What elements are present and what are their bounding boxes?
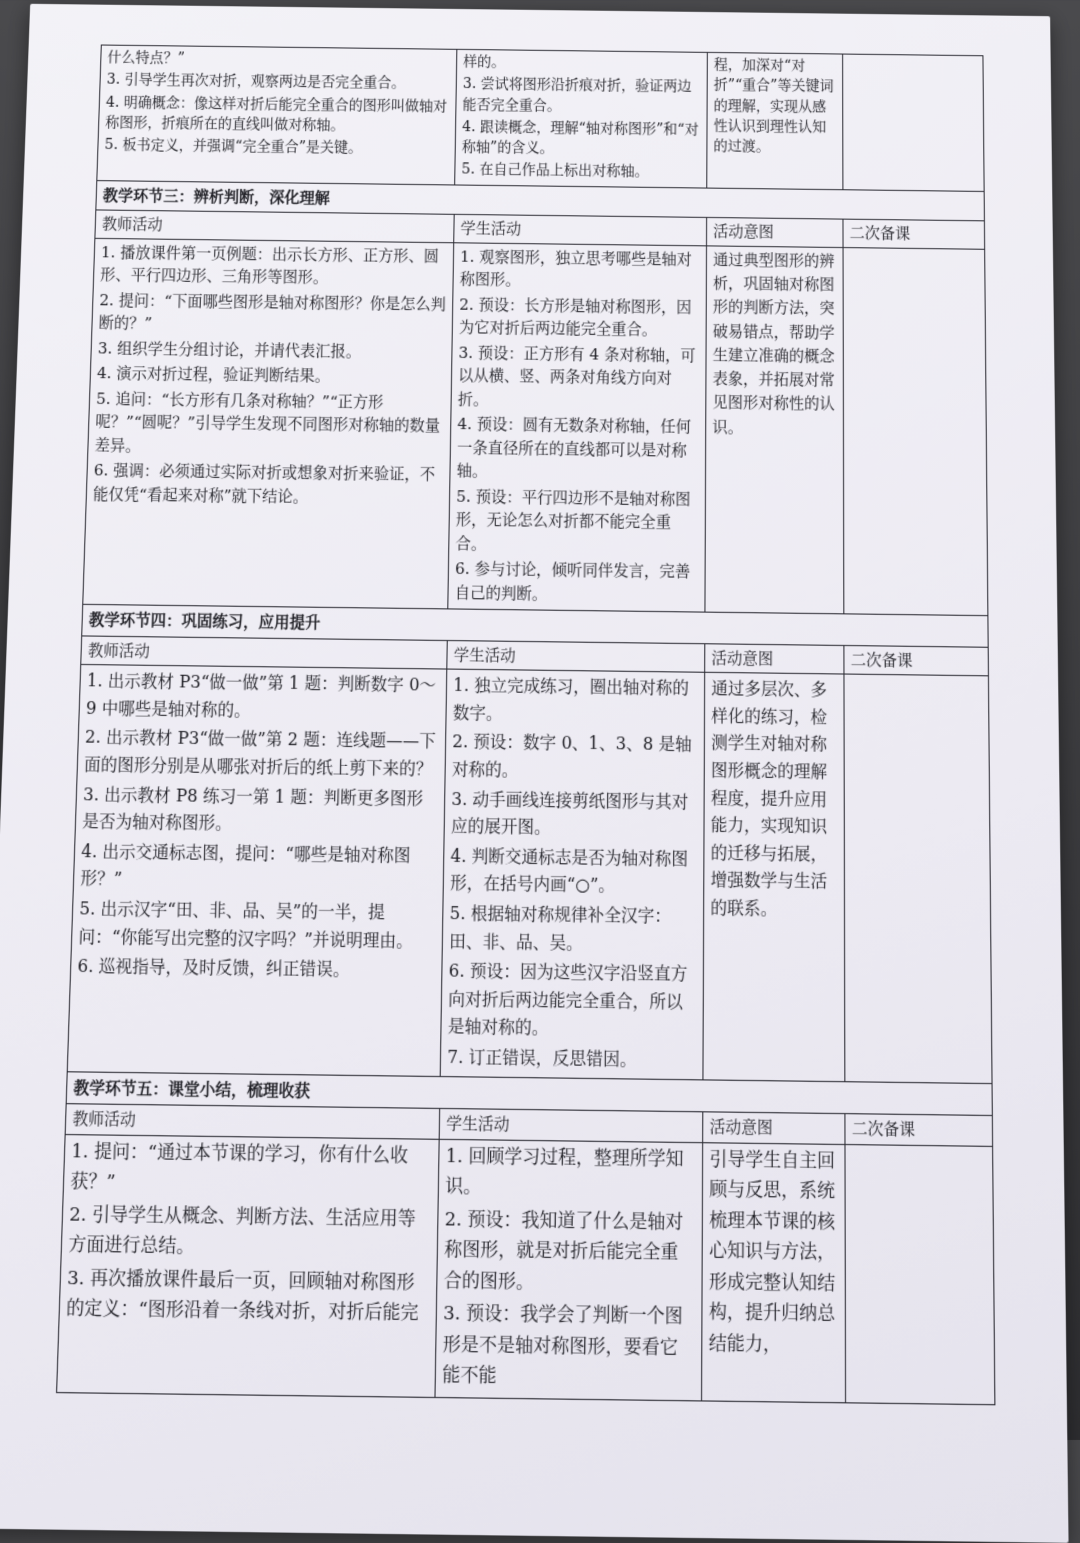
teacher-activity-line: 2. 提问：“下面哪些图形是轴对称图形？你是怎么判断的？” <box>98 290 447 333</box>
second-prep-cell <box>843 54 985 191</box>
teacher-activity-line: 3. 出示教材 P8 练习一第 1 题：判断更多图形是否为轴对称图形。 <box>81 783 424 834</box>
second-prep-cell <box>844 674 992 1083</box>
student-activity-line: 样的。 <box>463 53 506 71</box>
teacher-activity-line: 1. 出示教材 P3“做一做”第 1 题：判断数字 0～9 中哪些是轴对称的。 <box>85 670 437 721</box>
student-activity-line: 5. 在自己作品上标出对称轴。 <box>461 161 649 181</box>
teacher-activity-line: 4. 演示对折过程，验证判断结果。 <box>96 363 331 386</box>
student-activity-cell <box>448 243 707 613</box>
student-activity-line: 2. 预设：数字 0、1、3、8 是轴对称的。 <box>451 731 692 781</box>
activity-intent-cell: 程，加深对“对折”“重合”等关键词的理解，实现从感性认识到理性认知的过渡。 <box>707 52 843 189</box>
student-activity-header: 学生活动 <box>439 1109 703 1143</box>
section-title: 教学环节五：课堂小结，梳理收获 <box>66 1071 992 1115</box>
second-prep-header: 二次备课 <box>843 219 985 249</box>
teacher-activity-header: 教师活动 <box>81 636 448 670</box>
student-activity-header: 学生活动 <box>454 215 707 246</box>
student-activity-line: 6. 预设：因为这些汉字沿竖直方向对折后两边能完全重合，所以是轴对称的。 <box>447 960 688 1039</box>
activity-intent-header: 活动意图 <box>705 644 844 675</box>
student-activity-line: 5. 根据轴对称规律补全汉字：田、非、品、吴。 <box>449 902 672 953</box>
student-activity-cell <box>455 49 708 187</box>
student-activity-line: 5. 预设：平行四边形不是轴对称图形，无论怎么对折都不能完全重合。 <box>455 486 691 553</box>
teacher-activity-cell <box>83 238 454 609</box>
student-activity-line: 1. 独立完成练习，圈出轴对称的数字。 <box>452 675 690 724</box>
teacher-activity-cell <box>57 1134 440 1397</box>
paper-sheet <box>0 4 1069 1543</box>
teacher-activity-line: 什么特点？” <box>107 49 185 67</box>
continued-row <box>97 45 984 191</box>
second-prep-header: 二次备课 <box>844 645 989 676</box>
student-activity-line: 3. 预设：我学会了判断一个图形是不是轴对称图形，要看它能不能 <box>442 1302 683 1388</box>
teacher-activity-line: 3. 引导学生再次对折，观察两边是否完全重合。 <box>106 71 406 92</box>
teacher-activity-line: 6. 巡视指导，及时反馈，纠正错误。 <box>77 955 350 980</box>
student-activity-line: 4. 跟读概念，理解“轴对称图形”和“对称轴”的含义。 <box>461 118 699 157</box>
section-content-row <box>83 238 988 616</box>
section-content-row <box>67 665 992 1083</box>
student-activity-line: 3. 尝试将图形沿折痕对折，验证两边能否完全重合。 <box>462 76 692 114</box>
teacher-activity-line: 4. 明确概念：像这样对折后能完全重合的图形叫做轴对称图形，折痕所在的直线叫做对称轴。 <box>105 94 448 134</box>
student-activity-line: 1. 回顾学习过程，整理所学知识。 <box>445 1145 684 1199</box>
activity-intent-cell: 通过多层次、多样化的练习，检测学生对轴对称图形概念的理解程度，提升应用能力，实现知识的迁移与拓展，增强数学与生活的联系。 <box>703 673 845 1082</box>
teacher-activity-line: 2. 引导学生从概念、判断方法、生活应用等方面进行总结。 <box>67 1203 416 1259</box>
teacher-activity-line: 5. 追问：“长方形有几条对称轴？”“正方形呢？”“圆呢？”引导学生发现不同图形对称轴的数量差异。 <box>94 389 441 455</box>
teacher-activity-line: 3. 再次播放课件最后一页，回顾轴对称图形的定义：“图形沿着一条线对折，对折后能完 <box>65 1267 419 1325</box>
teacher-activity-line: 6. 强调：必须通过实际对折或想象对折来验证，不能仅凭“看起来对称”就下结论。 <box>92 461 436 506</box>
section-content-row <box>57 1134 995 1404</box>
second-prep-header: 二次备课 <box>845 1114 993 1146</box>
student-activity-line: 7. 订正错误，反思错因。 <box>447 1046 637 1070</box>
teacher-activity-line: 1. 播放课件第一页例题：出示长方形、正方形、圆形、平行四边形、三角形等图形。 <box>99 242 440 287</box>
student-activity-line: 3. 动手画线连接剪纸图形与其对应的展开图。 <box>450 788 689 838</box>
student-activity-line: 4. 预设：圆有无数条对称轴，任何一条直径所在的直线都可以是对称轴。 <box>456 414 692 481</box>
activity-intent-header: 活动意图 <box>707 218 844 248</box>
teacher-activity-line: 1. 提问：“通过本节课的学习，你有什么收获？” <box>70 1140 409 1194</box>
activity-intent-header: 活动意图 <box>703 1112 845 1144</box>
student-activity-header: 学生活动 <box>447 640 705 672</box>
teacher-activity-line: 2. 出示教材 P3“做一做”第 2 题：连线题——下面的图形分别是从哪张对折后的纸上剪下来的？ <box>83 727 437 780</box>
student-activity-line: 1. 观察图形，独立思考哪些是轴对称图形。 <box>459 247 692 290</box>
second-prep-cell <box>843 247 988 616</box>
activity-intent-cell: 通过典型图形的辨析，巩固轴对称图形的判断方法，突破易错点，帮助学生建立准确的概念表象，并拓展对常见图形对称性的认识。 <box>705 246 844 614</box>
student-activity-cell <box>440 669 704 1079</box>
lesson-plan-table <box>56 45 995 1406</box>
student-activity-line: 4. 判断交通标志是否为轴对称图形，在括号内画“○”。 <box>449 845 689 896</box>
section-title: 教学环节三：辨析判断，深化理解 <box>96 180 985 221</box>
student-activity-cell <box>435 1139 703 1401</box>
section-title: 教学环节四：巩固练习，应用提升 <box>82 605 988 647</box>
second-prep-cell <box>845 1144 995 1404</box>
student-activity-line: 2. 预设：长方形是轴对称图形，因为它对折后两边能完全重合。 <box>458 295 692 340</box>
student-activity-line: 3. 预设：正方形有 4 条对称轴，可以从横、竖、两条对角线方向对折。 <box>457 343 696 409</box>
teacher-activity-line: 4. 出示交通标志图，提问：“哪些是轴对称图形？” <box>80 840 411 890</box>
teacher-activity-cell <box>97 45 457 185</box>
student-activity-line: 2. 预设：我知道了什么是轴对称图形，就是对折后能完全重合的图形。 <box>443 1208 684 1294</box>
teacher-activity-cell <box>67 665 447 1076</box>
teacher-activity-header: 教师活动 <box>65 1104 440 1139</box>
teacher-activity-line: 5. 板书定义，并强调“完全重合”是关键。 <box>104 136 363 157</box>
activity-intent-cell: 引导学生自主回顾与反思，系统梳理本节课的核心知识与方法，形成完整认知结构，提升归纳总结能力， <box>702 1142 846 1402</box>
teacher-activity-line: 3. 组织学生分组讨论，并请代表汇报。 <box>97 338 362 361</box>
teacher-activity-header: 教师活动 <box>95 210 454 242</box>
student-activity-line: 6. 参与讨论，倾听同伴发言，完善自己的判断。 <box>454 559 691 604</box>
teacher-activity-line: 5. 出示汉字“田、非、品、吴”的一半，提问：“你能写出完整的汉字吗？”并说明理由。 <box>78 898 414 951</box>
